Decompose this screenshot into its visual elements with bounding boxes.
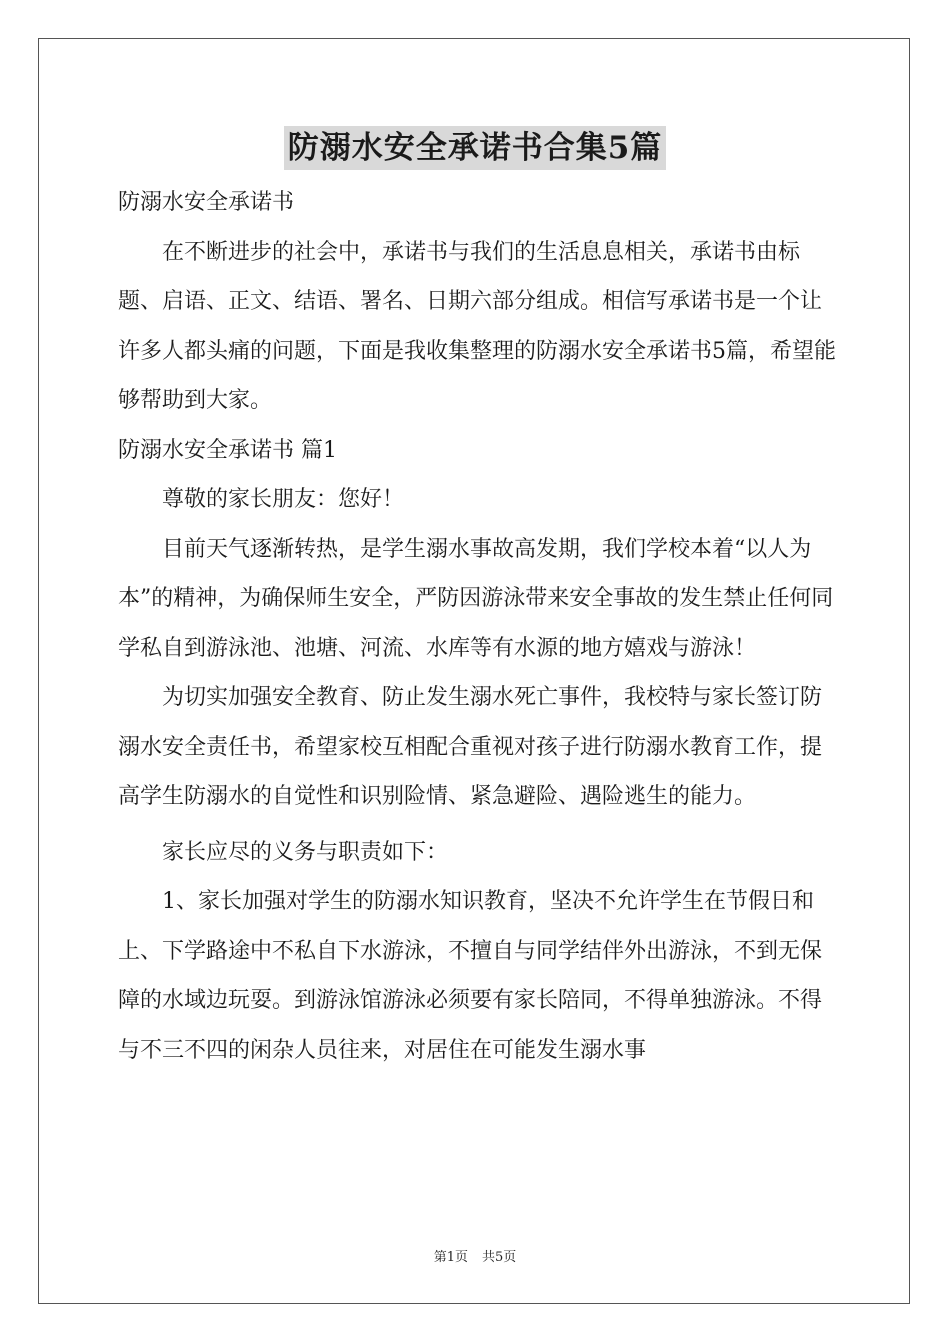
- document-title: 防溺水安全承诺书合集5篇: [284, 126, 667, 170]
- document-body: [118, 178, 838, 1075]
- title-container: [0, 126, 950, 170]
- intro-paragraph: 在不断进步的社会中，承诺书与我们的生活息息相关，承诺书由标题、启语、正文、结语、署名、日期六部分组成。相信写承诺书是一个让许多人都头痛的问题，下面是我收集整理的防溺水安全承诺书5篇，希望能够帮助到大家。: [118, 239, 836, 413]
- body-paragraph: 1、家长加强对学生的防溺水知识教育，坚决不允许学生在节假日和上、下学路途中不私自下水游泳，不擅自与同学结伴外出游泳，不到无保障的水域边玩耍。到游泳馆游泳必须要有家长陪同，不得单独游泳。不得与不三不四的闲杂人员往来，对居住在可能发生溺水事: [118, 889, 823, 1063]
- body-paragraph: 目前天气逐渐转热，是学生溺水事故高发期，我们学校本着“以人为本”的精神，为确保师生安全，严防因游泳带来安全事故的发生禁止任何同学私自到游泳池、池塘、河流、水库等有水源的地方嬉戏与游泳！: [118, 536, 834, 661]
- page-number: 第1页: [433, 1250, 468, 1265]
- body-paragraph: 家长应尽的义务与职责如下：: [162, 839, 449, 865]
- salutation-paragraph: 尊敬的家长朋友：您好！: [162, 487, 405, 512]
- section-heading-1: 防溺水安全承诺书 篇1: [118, 437, 337, 463]
- body-paragraph: 为切实加强安全教育、防止发生溺水死亡事件，我校特与家长签订防溺水安全责任书，希望家校互相配合重视对孩子进行防溺水教育工作，提高学生防溺水的自觉性和识别险情、紧急避险、遇险逃生的能力。: [118, 685, 823, 809]
- page-total: 共5页: [482, 1250, 517, 1265]
- section-heading: 防溺水安全承诺书: [118, 190, 295, 215]
- page-footer: [0, 1246, 950, 1265]
